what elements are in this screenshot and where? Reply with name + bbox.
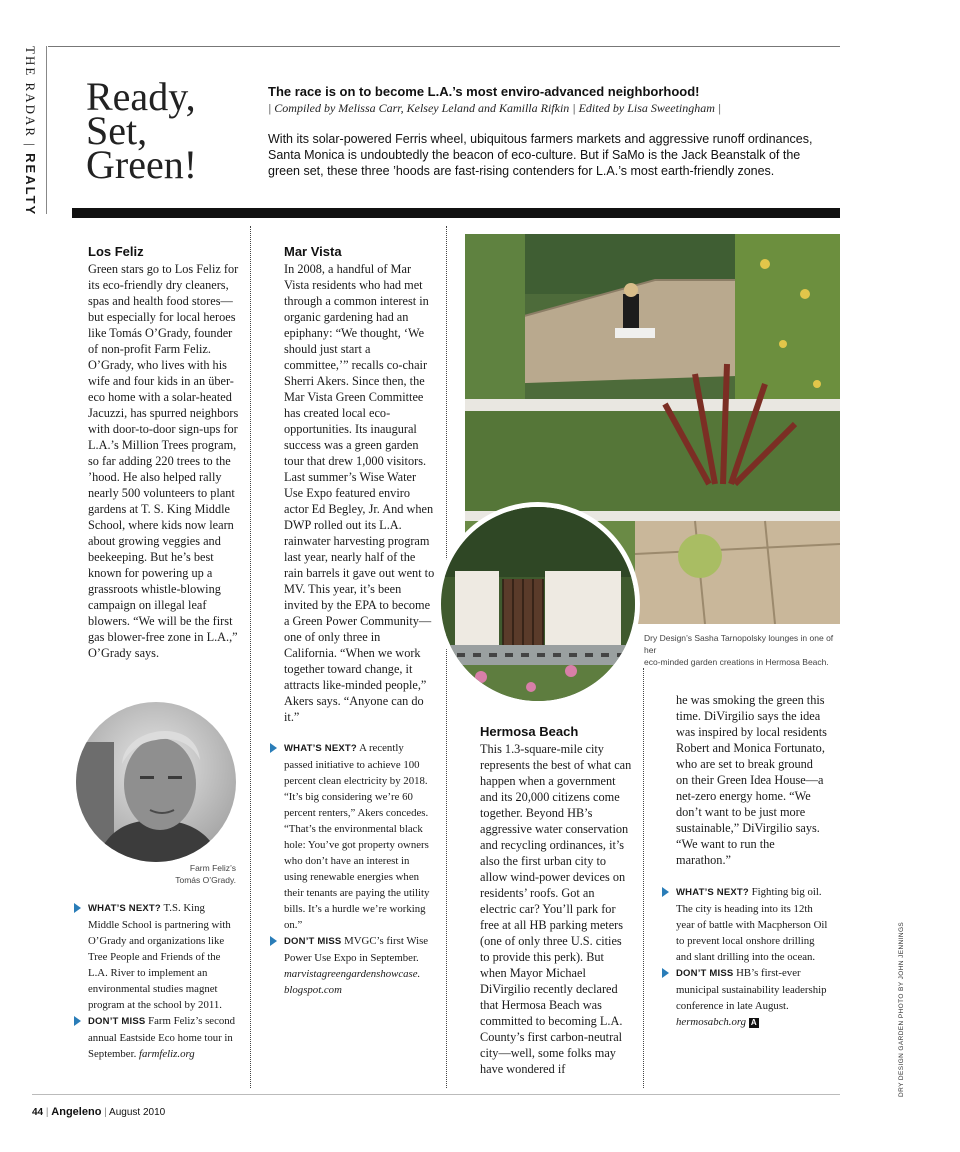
mar-vista-body: In 2008, a handful of Mar Vista residents who had met through a common interest in organic gardening had an epiphany: “We thought, ‘We should just start a committee,’” recalls co-chair Sherri Akers. Since then, the Mar Vista Green Committee has created local eco-opportunities. Its inaugural success was a green garden tour that drew 1,000 visitors. Last summer’s Wise Water Use Expo featured enviro actor Ed Begley, Jr. And when DWP rolled out its L.A. rainwater harvesting program last year, nearly half of the rain barrels it gave out went to MV. This year, it’s been invited by the EPA to become a Green Power Community—one of only three in California. “When we work together toward change, it attracts like-minded people,” Akers says. “Anyone can do it.”	[284, 262, 435, 724]
bullet-triangle-icon	[662, 887, 669, 897]
column-divider	[250, 226, 251, 1088]
los-feliz-whats-next-text: T.S. King Middle School is partnering with O’Grady and organizations like Tree People and Friends of the L.A. River to implement an environmental studies magnet program at the school by 2011.	[88, 902, 231, 1011]
hermosa-whats-next-text: Fighting big oil. The city is heading into its 12th year of battle with Macpherson Oil to prevent local onshore drilling and slant drilling into the ocean.	[676, 886, 828, 963]
bullet-triangle-icon	[662, 968, 669, 978]
mar-vista-link[interactable]: marvistagreengardenshowcase. blogspot.com	[284, 968, 421, 996]
los-feliz-dont-miss-text: Farm Feliz’s second annual Eastside Eco home tour in September.	[88, 1015, 236, 1060]
bullet-triangle-icon	[74, 1016, 81, 1026]
los-feliz-link[interactable]: farmfeliz.org	[138, 1048, 195, 1060]
hermosa-body: This 1.3-square-mile city represents the best of what can happen when a government and its 20,000 citizens come together. Beyond HB’s aggressive water conservation and recycling ordinances, it’s also the first urban city to allow wind-power devices on residents’ roofs. Got an electric car? You’ll park for free at all HB parking meters (one of only three U.S. cities to provide this perk). But when Mayor Michael DiVirgilio recently declared that Hermosa Beach was committed to becoming L.A. County’s first carbon-neutral city—well, some folks may have wondered if	[480, 742, 632, 1076]
dont-miss-label: DON’T MISS	[88, 1016, 146, 1027]
top-rule	[48, 46, 840, 47]
bullet-triangle-icon	[270, 936, 277, 946]
mar-vista-bullets	[284, 740, 434, 998]
hermosa-bullets	[676, 884, 832, 1030]
headline-line-3: Green!	[86, 142, 198, 187]
issue-date: August 2010	[109, 1107, 166, 1118]
dont-miss-label: DON’T MISS	[284, 936, 342, 947]
portrait-photo	[76, 702, 236, 862]
page-number: 44	[32, 1107, 44, 1118]
intro: With its solar-powered Ferris wheel, ubiquitous farmers markets and aggressive runoff ordinances, Santa Monica is undoubtedly the beacon of eco-culture. But if SaMo is the Jack Beanstalk of the green set, these three ’hoods are fast-rising contenders for L.A.’s most earth-friendly zones.	[268, 132, 813, 178]
dont-miss-label: DON’T MISS	[676, 968, 734, 979]
los-feliz-bullets	[88, 900, 238, 1062]
footer-rule	[32, 1094, 840, 1095]
mar-vista-whats-next-text: A recently passed initiative to achieve 100 percent clean electricity by 2018. “It’s big considering we’re 60 percent renters,” Akers concedes. “That’s the environmental black hole: You’ve got property owners who don’t have an interest in using renewable energies when their tenants are paying the utility bills. It’s a hurdle we’re working on.”	[284, 742, 430, 931]
hermosa-dont-miss	[676, 965, 832, 1030]
headline-line-1: Ready,	[86, 74, 196, 119]
footer-sep: |	[104, 1107, 107, 1118]
mar-vista-whats-next	[284, 740, 434, 933]
hermosa-column	[480, 724, 632, 1077]
hermosa-whats-next	[676, 884, 832, 965]
los-feliz-body: Green stars go to Los Feliz for its eco-friendly dry cleaners, spas and health food stores—but especially for local heroes like Tomás O’Grady, founder of non-profit Farm Feliz. O’Grady, who lives with his wife and four kids in an über-eco home with a solar-heated Jacuzzi, has spurred neighbors with door-to-door sign-ups for L.A.’s Million Trees program, so far adding 220 trees to the ’hood. He also helped rally nearly 500 volunteers to plant gardens at T. S. King Middle School, where kids now learn about growing veggies and beekeeping. But he’s best known for powering up a grassroots whistle-blowing campaign on illegal leaf blowers. “We will be the first gas blower-free zone in L.A.,” O’Grady says.	[88, 262, 239, 660]
headline-line-2: Set,	[86, 108, 148, 153]
hermosa-dont-miss-text: HB’s first-ever municipal sustainability leadership conference in late August.	[676, 967, 827, 1012]
photo-credit-text: DRY DESIGN GARDEN PHOTO BY JOHN JENNINGS	[898, 921, 905, 1097]
los-feliz-whats-next	[88, 900, 238, 1013]
whats-next-label: WHAT’S NEXT?	[284, 743, 357, 754]
section-tag-left: THE RADAR	[23, 46, 38, 139]
footer	[32, 1106, 165, 1118]
mar-vista-column	[284, 244, 436, 725]
header-bar	[72, 208, 840, 218]
credits: | Compiled by Melissa Carr, Kelsey Leland and Kamilla Rifkin | Edited by Lisa Sweetingham |	[268, 101, 722, 115]
end-mark-icon: A	[749, 1018, 759, 1028]
photo-caption-line-2: eco-minded garden creations in Hermosa Beach.	[644, 657, 829, 667]
whats-next-label: WHAT’S NEXT?	[88, 903, 161, 914]
bullet-triangle-icon	[270, 743, 277, 753]
mar-vista-dont-miss	[284, 933, 434, 998]
column-divider	[643, 668, 644, 1088]
deck: The race is on to become L.A.’s most enviro-advanced neighborhood!	[268, 84, 700, 99]
gate-photo	[436, 502, 640, 706]
section-tag-right: REALTY	[23, 153, 38, 217]
column-divider	[446, 226, 447, 1088]
photo-caption	[644, 632, 840, 668]
photo-credit	[898, 921, 910, 1097]
portrait-caption	[160, 862, 236, 886]
portrait-caption-line-2: Tomás O’Grady.	[175, 875, 236, 885]
hermosa-link[interactable]: hermosabch.org	[676, 1016, 747, 1028]
los-feliz-column	[88, 244, 240, 661]
hermosa-body-continued: he was smoking the green this time. DiVirgilio says the idea was inspired by local residents Robert and Monica Fortunato, who are set to break ground on their Green Idea House—a net-zero energy home. “We don’t want to be just more sustainable,” DiVirgilio says. “We want to run the marathon.”	[676, 693, 827, 867]
magazine-name: Angeleno	[51, 1106, 102, 1118]
section-tag-rule	[46, 46, 47, 214]
hermosa-title: Hermosa Beach	[480, 724, 579, 739]
los-feliz-dont-miss	[88, 1013, 238, 1062]
whats-next-label: WHAT’S NEXT?	[676, 887, 749, 898]
los-feliz-title: Los Feliz	[88, 244, 144, 259]
hermosa-continued	[676, 692, 828, 868]
bullet-triangle-icon	[74, 903, 81, 913]
section-tag	[22, 46, 46, 216]
mar-vista-title: Mar Vista	[284, 244, 342, 259]
mar-vista-dont-miss-text: MVGC’s first Wise Power Use Expo in September.	[284, 935, 429, 964]
footer-sep: |	[45, 1107, 49, 1118]
section-tag-sep: |	[23, 143, 38, 148]
portrait-caption-line-1: Farm Feliz’s	[189, 863, 236, 873]
headline	[86, 74, 256, 187]
photo-caption-line-1: Dry Design’s Sasha Tarnopolsky lounges in one of her	[644, 633, 834, 655]
